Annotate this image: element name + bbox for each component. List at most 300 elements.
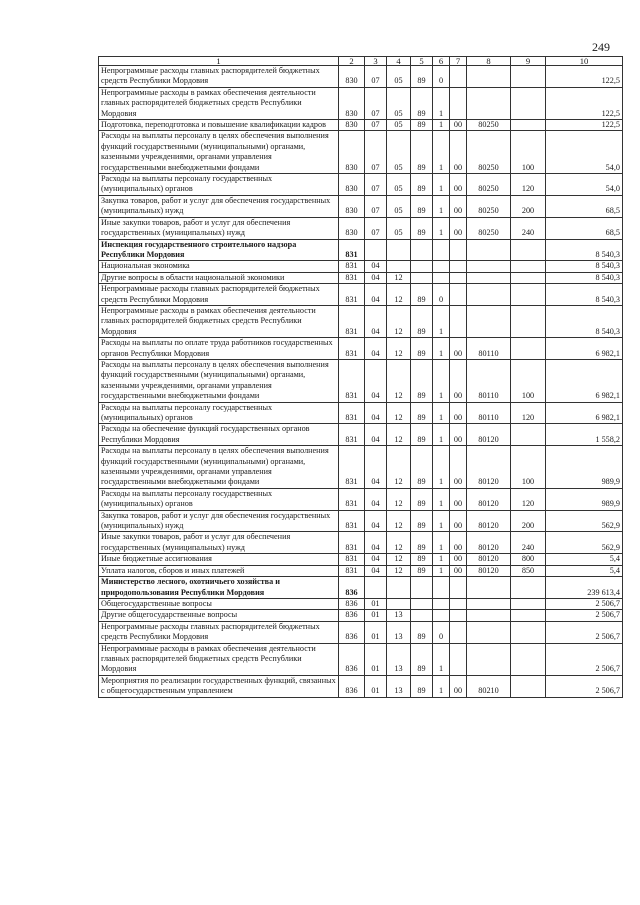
row-code-col-5 (411, 577, 433, 599)
row-code-col-9 (511, 621, 546, 643)
row-code-col-4: 12 (387, 402, 411, 424)
row-code-col-9 (511, 643, 546, 675)
row-amount: 6 982,1 (546, 338, 623, 360)
row-code-col-9: 200 (511, 195, 546, 217)
row-code-col-4: 05 (387, 195, 411, 217)
column-header: 8 (467, 57, 511, 66)
row-code-col-7: 00 (450, 195, 467, 217)
column-header: 5 (411, 57, 433, 66)
table-row (99, 402, 623, 424)
row-code-col-6: 1 (433, 446, 450, 489)
table-row (99, 87, 623, 119)
row-amount: 54,0 (546, 131, 623, 174)
row-name: Другие общегосударственные вопросы (99, 610, 339, 621)
row-code-col-6: 1 (433, 565, 450, 576)
row-code-col-2: 831 (339, 565, 365, 576)
row-code-col-4: 12 (387, 446, 411, 489)
table-body (99, 66, 623, 698)
table-row (99, 510, 623, 532)
row-code-col-5: 89 (411, 402, 433, 424)
row-code-col-7: 00 (450, 338, 467, 360)
row-code-col-6: 1 (433, 131, 450, 174)
row-code-col-3: 04 (365, 488, 387, 510)
row-code-col-6: 0 (433, 621, 450, 643)
row-code-col-6: 1 (433, 359, 450, 402)
row-code-col-2: 830 (339, 120, 365, 131)
row-code-col-3: 04 (365, 510, 387, 532)
row-code-col-7 (450, 598, 467, 609)
row-code-col-4: 12 (387, 272, 411, 283)
table-row (99, 565, 623, 576)
table-row (99, 217, 623, 239)
row-name: Расходы на выплаты персоналу государственных (муниципальных) органов (99, 174, 339, 196)
row-code-col-8: 80250 (467, 195, 511, 217)
row-amount: 8 540,3 (546, 284, 623, 306)
row-amount: 562,9 (546, 510, 623, 532)
row-name: Расходы на выплаты персоналу государственных (муниципальных) органов (99, 488, 339, 510)
row-code-col-7: 00 (450, 675, 467, 697)
row-code-col-6 (433, 272, 450, 283)
row-code-col-9: 850 (511, 565, 546, 576)
row-code-col-6: 1 (433, 87, 450, 119)
row-amount: 8 540,3 (546, 272, 623, 283)
row-code-col-6: 1 (433, 217, 450, 239)
row-code-col-5: 89 (411, 488, 433, 510)
row-amount: 122,5 (546, 120, 623, 131)
row-name: Непрограммные расходы в рамках обеспечения деятельности главных распорядителей бюджетных средств Республики Мордовия (99, 643, 339, 675)
row-code-col-6: 1 (433, 554, 450, 565)
row-code-col-8: 80120 (467, 488, 511, 510)
row-code-col-9 (511, 338, 546, 360)
row-code-col-4: 05 (387, 131, 411, 174)
row-code-col-9: 240 (511, 532, 546, 554)
row-code-col-3: 07 (365, 195, 387, 217)
row-amount: 8 540,3 (546, 261, 623, 272)
column-header: 10 (546, 57, 623, 66)
row-code-col-3: 01 (365, 675, 387, 697)
table-row (99, 284, 623, 306)
row-code-col-9 (511, 305, 546, 337)
row-code-col-9: 100 (511, 446, 546, 489)
row-code-col-7 (450, 577, 467, 599)
row-amount: 562,9 (546, 532, 623, 554)
row-code-col-6: 1 (433, 305, 450, 337)
row-code-col-3: 07 (365, 66, 387, 88)
row-code-col-5: 89 (411, 532, 433, 554)
row-code-col-5: 89 (411, 338, 433, 360)
row-code-col-6: 1 (433, 174, 450, 196)
row-code-col-2: 831 (339, 510, 365, 532)
row-code-col-3: 04 (365, 359, 387, 402)
row-code-col-2: 830 (339, 195, 365, 217)
row-code-col-9 (511, 66, 546, 88)
row-code-col-7 (450, 610, 467, 621)
row-code-col-5: 89 (411, 424, 433, 446)
table-row (99, 66, 623, 88)
row-code-col-8 (467, 305, 511, 337)
row-code-col-7: 00 (450, 174, 467, 196)
row-code-col-4 (387, 577, 411, 599)
row-code-col-8 (467, 272, 511, 283)
table-row (99, 174, 623, 196)
row-code-col-2: 831 (339, 261, 365, 272)
row-code-col-6: 1 (433, 643, 450, 675)
row-name: Расходы на выплаты по оплате труда работников государственных органов Республики Мордовия (99, 338, 339, 360)
row-code-col-3: 07 (365, 174, 387, 196)
row-code-col-9: 100 (511, 131, 546, 174)
row-code-col-3: 04 (365, 338, 387, 360)
row-code-col-3: 07 (365, 87, 387, 119)
row-code-col-2: 831 (339, 424, 365, 446)
row-code-col-8: 80250 (467, 174, 511, 196)
row-name: Другие вопросы в области национальной экономики (99, 272, 339, 283)
row-code-col-3: 07 (365, 217, 387, 239)
row-code-col-8: 80110 (467, 359, 511, 402)
row-code-col-5: 89 (411, 284, 433, 306)
row-code-col-6: 1 (433, 675, 450, 697)
row-code-col-6: 1 (433, 402, 450, 424)
row-code-col-8 (467, 577, 511, 599)
row-code-col-8: 80120 (467, 510, 511, 532)
row-code-col-3: 04 (365, 424, 387, 446)
row-amount: 989,9 (546, 488, 623, 510)
table-row (99, 239, 623, 261)
row-code-col-2: 836 (339, 621, 365, 643)
row-name: Непрограммные расходы в рамках обеспечения деятельности главных распорядителей бюджетных средств Республики Мордовия (99, 305, 339, 337)
row-code-col-4 (387, 239, 411, 261)
row-code-col-7: 00 (450, 402, 467, 424)
row-code-col-8 (467, 87, 511, 119)
table-row (99, 424, 623, 446)
row-code-col-2: 831 (339, 532, 365, 554)
row-code-col-2: 836 (339, 675, 365, 697)
row-name: Расходы на выплаты персоналу государственных (муниципальных) органов (99, 402, 339, 424)
row-code-col-7 (450, 272, 467, 283)
row-amount: 54,0 (546, 174, 623, 196)
row-code-col-2: 836 (339, 643, 365, 675)
row-code-col-4: 12 (387, 284, 411, 306)
row-code-col-8 (467, 239, 511, 261)
row-amount: 8 540,3 (546, 239, 623, 261)
row-code-col-6: 1 (433, 195, 450, 217)
row-amount: 2 506,7 (546, 643, 623, 675)
row-code-col-4: 12 (387, 510, 411, 532)
row-code-col-4: 05 (387, 217, 411, 239)
row-code-col-7: 00 (450, 565, 467, 576)
row-name: Министерство лесного, охотничьего хозяйства и природопользования Республики Мордовия (99, 577, 339, 599)
row-code-col-7 (450, 66, 467, 88)
row-code-col-5 (411, 272, 433, 283)
row-code-col-7: 00 (450, 359, 467, 402)
row-code-col-7: 00 (450, 488, 467, 510)
row-code-col-3: 01 (365, 643, 387, 675)
column-header: 1 (99, 57, 339, 66)
row-code-col-5: 89 (411, 621, 433, 643)
row-code-col-7: 00 (450, 446, 467, 489)
row-amount: 5,4 (546, 554, 623, 565)
row-code-col-4: 13 (387, 675, 411, 697)
row-code-col-4: 12 (387, 554, 411, 565)
row-code-col-8: 80110 (467, 402, 511, 424)
row-code-col-2: 836 (339, 577, 365, 599)
row-name: Непрограммные расходы главных распорядителей бюджетных средств Республики Мордовия (99, 284, 339, 306)
row-name: Закупка товаров, работ и услуг для обеспечения государственных (муниципальных) нужд (99, 510, 339, 532)
row-amount: 2 506,7 (546, 621, 623, 643)
table-row (99, 305, 623, 337)
row-amount: 68,5 (546, 217, 623, 239)
row-code-col-9 (511, 577, 546, 599)
row-amount: 1 558,2 (546, 424, 623, 446)
row-code-col-5: 89 (411, 305, 433, 337)
row-code-col-7: 00 (450, 554, 467, 565)
row-name: Мероприятия по реализации государственных функций, связанных с общегосударственным управлением (99, 675, 339, 697)
row-code-col-6: 1 (433, 532, 450, 554)
row-code-col-6 (433, 598, 450, 609)
row-amount: 2 506,7 (546, 598, 623, 609)
row-amount: 239 613,4 (546, 577, 623, 599)
row-code-col-2: 831 (339, 446, 365, 489)
column-header: 9 (511, 57, 546, 66)
row-code-col-5: 89 (411, 87, 433, 119)
row-amount: 68,5 (546, 195, 623, 217)
table-row (99, 675, 623, 697)
column-header: 6 (433, 57, 450, 66)
row-code-col-2: 830 (339, 87, 365, 119)
row-code-col-5: 89 (411, 174, 433, 196)
row-name: Иные закупки товаров, работ и услуг для обеспечения государственных (муниципальных) нужд (99, 532, 339, 554)
row-code-col-7 (450, 284, 467, 306)
row-amount: 122,5 (546, 87, 623, 119)
row-code-col-7: 00 (450, 532, 467, 554)
row-code-col-4: 12 (387, 532, 411, 554)
row-amount: 6 982,1 (546, 402, 623, 424)
row-code-col-3: 04 (365, 305, 387, 337)
row-name: Расходы на выплаты персоналу в целях обеспечения выполнения функций государственными (муниципальными) органами, казенными учреждениями, органами управления государственными внебюджетными фондами (99, 131, 339, 174)
row-code-col-9: 120 (511, 402, 546, 424)
row-code-col-8: 80120 (467, 424, 511, 446)
table-row (99, 577, 623, 599)
row-code-col-4: 12 (387, 305, 411, 337)
row-code-col-7: 00 (450, 217, 467, 239)
row-code-col-7: 00 (450, 131, 467, 174)
row-code-col-2: 831 (339, 338, 365, 360)
row-code-col-3: 01 (365, 621, 387, 643)
row-code-col-5 (411, 261, 433, 272)
row-code-col-7 (450, 239, 467, 261)
row-code-col-8: 80120 (467, 532, 511, 554)
row-code-col-4: 12 (387, 565, 411, 576)
row-code-col-4: 05 (387, 87, 411, 119)
row-code-col-5: 89 (411, 217, 433, 239)
row-code-col-5 (411, 598, 433, 609)
row-code-col-8 (467, 598, 511, 609)
row-code-col-2: 831 (339, 488, 365, 510)
row-code-col-6 (433, 261, 450, 272)
row-code-col-6 (433, 577, 450, 599)
table-row (99, 359, 623, 402)
row-code-col-3: 04 (365, 532, 387, 554)
row-code-col-3: 07 (365, 131, 387, 174)
row-code-col-9 (511, 598, 546, 609)
row-code-col-9 (511, 261, 546, 272)
table-row (99, 532, 623, 554)
table-header-row (99, 57, 623, 66)
row-code-col-8 (467, 261, 511, 272)
row-code-col-2: 836 (339, 610, 365, 621)
row-code-col-2: 831 (339, 272, 365, 283)
row-code-col-5: 89 (411, 643, 433, 675)
row-name: Закупка товаров, работ и услуг для обеспечения государственных (муниципальных) нужд (99, 195, 339, 217)
row-code-col-4: 12 (387, 359, 411, 402)
row-code-col-8: 80120 (467, 565, 511, 576)
row-code-col-9 (511, 675, 546, 697)
row-code-col-5 (411, 239, 433, 261)
row-amount: 989,9 (546, 446, 623, 489)
row-code-col-2: 831 (339, 554, 365, 565)
row-code-col-7: 00 (450, 510, 467, 532)
row-code-col-8: 80120 (467, 554, 511, 565)
row-code-col-8: 80120 (467, 446, 511, 489)
row-code-col-2: 830 (339, 66, 365, 88)
row-code-col-5: 89 (411, 120, 433, 131)
row-amount: 8 540,3 (546, 305, 623, 337)
column-header: 3 (365, 57, 387, 66)
row-code-col-7 (450, 643, 467, 675)
row-amount: 2 506,7 (546, 610, 623, 621)
row-code-col-5: 89 (411, 554, 433, 565)
table-row (99, 338, 623, 360)
row-code-col-8: 80250 (467, 120, 511, 131)
row-code-col-8 (467, 610, 511, 621)
row-name: Непрограммные расходы главных распорядителей бюджетных средств Республики Мордовия (99, 621, 339, 643)
row-code-col-2: 831 (339, 402, 365, 424)
table-row (99, 195, 623, 217)
row-code-col-7 (450, 621, 467, 643)
row-code-col-5: 89 (411, 131, 433, 174)
page-number: 249 (592, 40, 610, 54)
row-code-col-5 (411, 610, 433, 621)
table-row (99, 598, 623, 609)
row-code-col-3 (365, 239, 387, 261)
row-code-col-2: 830 (339, 131, 365, 174)
row-code-col-4 (387, 261, 411, 272)
row-code-col-9: 120 (511, 488, 546, 510)
row-code-col-3: 04 (365, 284, 387, 306)
row-code-col-9: 800 (511, 554, 546, 565)
row-code-col-3: 04 (365, 554, 387, 565)
row-name: Расходы на обеспечение функций государственных органов Республики Мордовия (99, 424, 339, 446)
row-code-col-8 (467, 643, 511, 675)
column-header: 7 (450, 57, 467, 66)
row-code-col-6: 1 (433, 488, 450, 510)
table-row (99, 120, 623, 131)
row-code-col-6 (433, 610, 450, 621)
row-code-col-2: 836 (339, 598, 365, 609)
row-code-col-8 (467, 66, 511, 88)
row-code-col-9 (511, 424, 546, 446)
row-code-col-6 (433, 239, 450, 261)
table-row (99, 446, 623, 489)
budget-table (98, 56, 623, 698)
row-name: Общегосударственные вопросы (99, 598, 339, 609)
row-code-col-5: 89 (411, 675, 433, 697)
row-amount: 5,4 (546, 565, 623, 576)
row-code-col-6: 0 (433, 284, 450, 306)
row-code-col-4: 12 (387, 338, 411, 360)
row-code-col-8: 80250 (467, 131, 511, 174)
row-code-col-4: 05 (387, 174, 411, 196)
row-code-col-3 (365, 577, 387, 599)
row-code-col-8 (467, 621, 511, 643)
row-code-col-7: 00 (450, 120, 467, 131)
table-row (99, 554, 623, 565)
row-code-col-2: 831 (339, 305, 365, 337)
row-code-col-7 (450, 305, 467, 337)
row-name: Непрограммные расходы в рамках обеспечения деятельности главных распорядителей бюджетных средств Республики Мордовия (99, 87, 339, 119)
table-row (99, 610, 623, 621)
row-code-col-2: 830 (339, 174, 365, 196)
table-row (99, 488, 623, 510)
row-code-col-4 (387, 598, 411, 609)
row-code-col-7: 00 (450, 424, 467, 446)
row-code-col-5: 89 (411, 66, 433, 88)
row-code-col-8 (467, 284, 511, 306)
row-code-col-9 (511, 239, 546, 261)
row-code-col-7 (450, 87, 467, 119)
row-code-col-3: 04 (365, 272, 387, 283)
row-code-col-2: 831 (339, 359, 365, 402)
row-amount: 122,5 (546, 66, 623, 88)
row-code-col-9 (511, 610, 546, 621)
row-name: Уплата налогов, сборов и иных платежей (99, 565, 339, 576)
table-row (99, 131, 623, 174)
row-code-col-9 (511, 120, 546, 131)
row-code-col-5: 89 (411, 195, 433, 217)
row-code-col-3: 04 (365, 402, 387, 424)
row-name: Иные закупки товаров, работ и услуг для обеспечения государственных (муниципальных) нужд (99, 217, 339, 239)
row-code-col-8: 80110 (467, 338, 511, 360)
row-code-col-5: 89 (411, 565, 433, 576)
table-row (99, 272, 623, 283)
row-code-col-9: 120 (511, 174, 546, 196)
row-code-col-4: 05 (387, 66, 411, 88)
row-code-col-4: 13 (387, 610, 411, 621)
row-code-col-9: 200 (511, 510, 546, 532)
row-code-col-6: 1 (433, 510, 450, 532)
table-row (99, 261, 623, 272)
column-header: 2 (339, 57, 365, 66)
row-code-col-2: 830 (339, 217, 365, 239)
row-code-col-8: 80250 (467, 217, 511, 239)
row-name: Иные бюджетные ассигнования (99, 554, 339, 565)
row-code-col-9: 240 (511, 217, 546, 239)
row-code-col-3: 01 (365, 598, 387, 609)
row-name: Расходы на выплаты персоналу в целях обеспечения выполнения функций государственными (муниципальными) органами, казенными учреждениями, органами управления государственными внебюджетными фондами (99, 359, 339, 402)
row-code-col-5: 89 (411, 446, 433, 489)
row-code-col-4: 12 (387, 488, 411, 510)
row-code-col-4: 13 (387, 643, 411, 675)
row-code-col-3: 04 (365, 446, 387, 489)
row-code-col-4: 13 (387, 621, 411, 643)
row-code-col-4: 05 (387, 120, 411, 131)
row-code-col-6: 0 (433, 66, 450, 88)
row-name: Непрограммные расходы главных распорядителей бюджетных средств Республики Мордовия (99, 66, 339, 88)
table-row (99, 643, 623, 675)
row-amount: 2 506,7 (546, 675, 623, 697)
row-code-col-3: 07 (365, 120, 387, 131)
row-amount: 6 982,1 (546, 359, 623, 402)
row-code-col-2: 831 (339, 239, 365, 261)
